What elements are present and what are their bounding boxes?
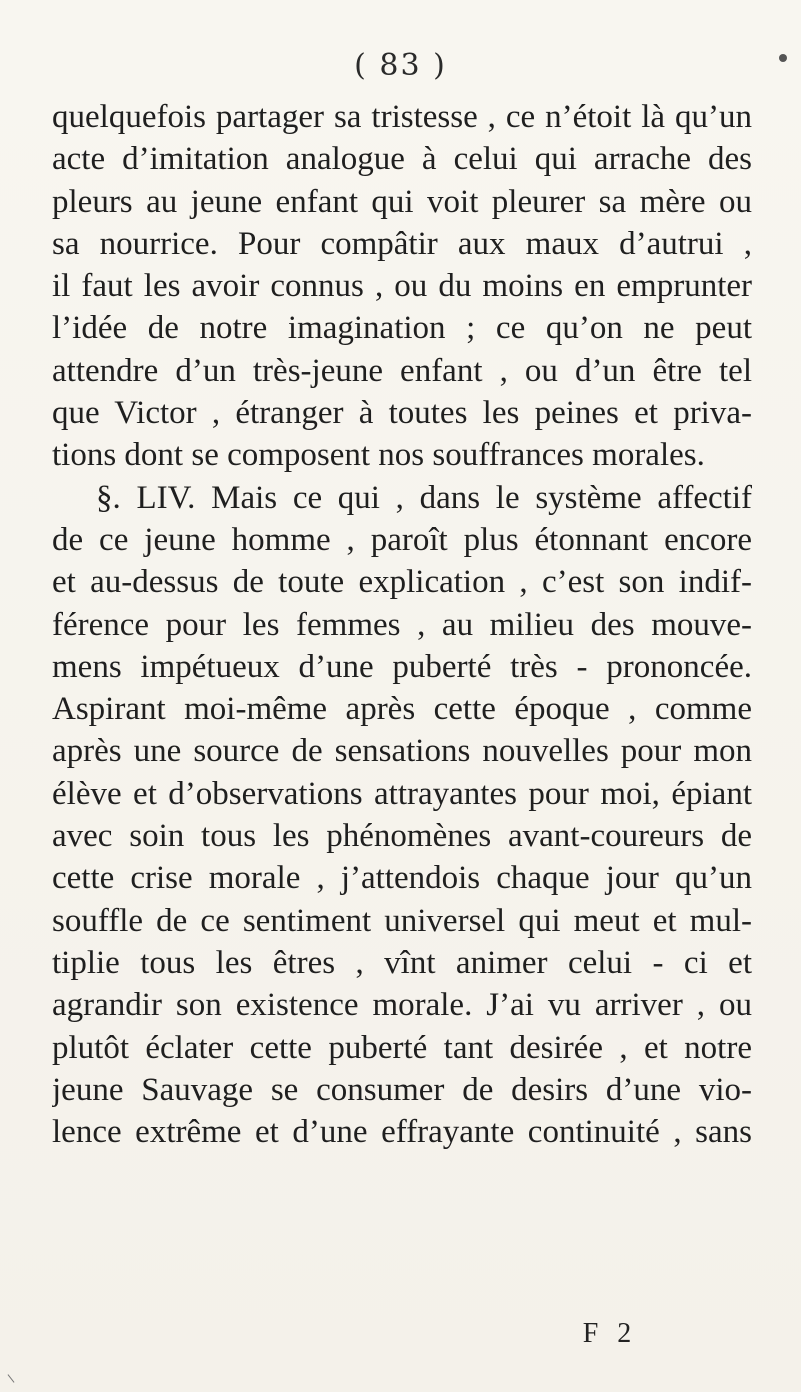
body-text [52,96,752,1153]
text-line: quelquefois partager sa tristesse , ce n’étoit là qu’un [52,99,752,135]
text-line: férence pour les femmes , au milieu des mouve- [52,606,752,643]
scan-mark [8,1374,15,1382]
text-line: plutôt éclater cette puberté tant desirée , et notre [52,1029,752,1066]
text-line: souffle de ce sentiment universel qui meut et mul- [52,902,752,939]
text-line: lence extrême et d’une effrayante continuité , sans [52,1114,752,1151]
signature-mark: F 2 [582,1318,638,1349]
section-heading-line: §. LIV. Mais ce qui , dans le système affectif [96,479,752,516]
text-line: l’idée de notre imagination ; ce qu’on ne peut [52,310,752,347]
text-line: tiplie tous les êtres , vînt animer celui - ci et [52,944,752,981]
text-line: mens impétueux d’une puberté très - prononcée. [52,648,752,685]
text-line: que Victor , étranger à toutes les peines et priva- [52,395,752,432]
text-line: de ce jeune homme , paroît plus étonnant encore [52,521,752,558]
text-line: cette crise morale , j’attendois chaque jour qu’un [52,860,752,897]
text-line: tions dont se composent nos souffrances morales. [52,437,705,474]
text-line: jeune Sauvage se consumer de desirs d’une vio- [52,1071,752,1108]
text-line: sa nourrice. Pour compâtir aux maux d’autrui , [52,225,752,262]
text-line: et au-dessus de toute explication , c’est son indif- [52,564,752,601]
text-line: avec soin tous les phénomènes avant-coureurs de [52,818,752,855]
text-line: élève et d’observations attrayantes pour moi, épiant [52,775,752,812]
text-line: attendre d’un très-jeune enfant , ou d’un être tel [52,352,752,389]
text-line: agrandir son existence morale. J’ai vu arriver , ou [52,987,752,1024]
text-line: après une source de sensations nouvelles pour mon [52,733,752,770]
page-number: ( 83 ) [354,48,447,83]
text-line: acte d’imitation analogue à celui qui arrache des [52,141,752,178]
text-line: pleurs au jeune enfant qui voit pleurer sa mère ou [52,183,752,220]
text-line: Aspirant moi-même après cette époque , comme [52,691,752,728]
text-line: il faut les avoir connus , ou du moins en emprunter [52,268,752,305]
